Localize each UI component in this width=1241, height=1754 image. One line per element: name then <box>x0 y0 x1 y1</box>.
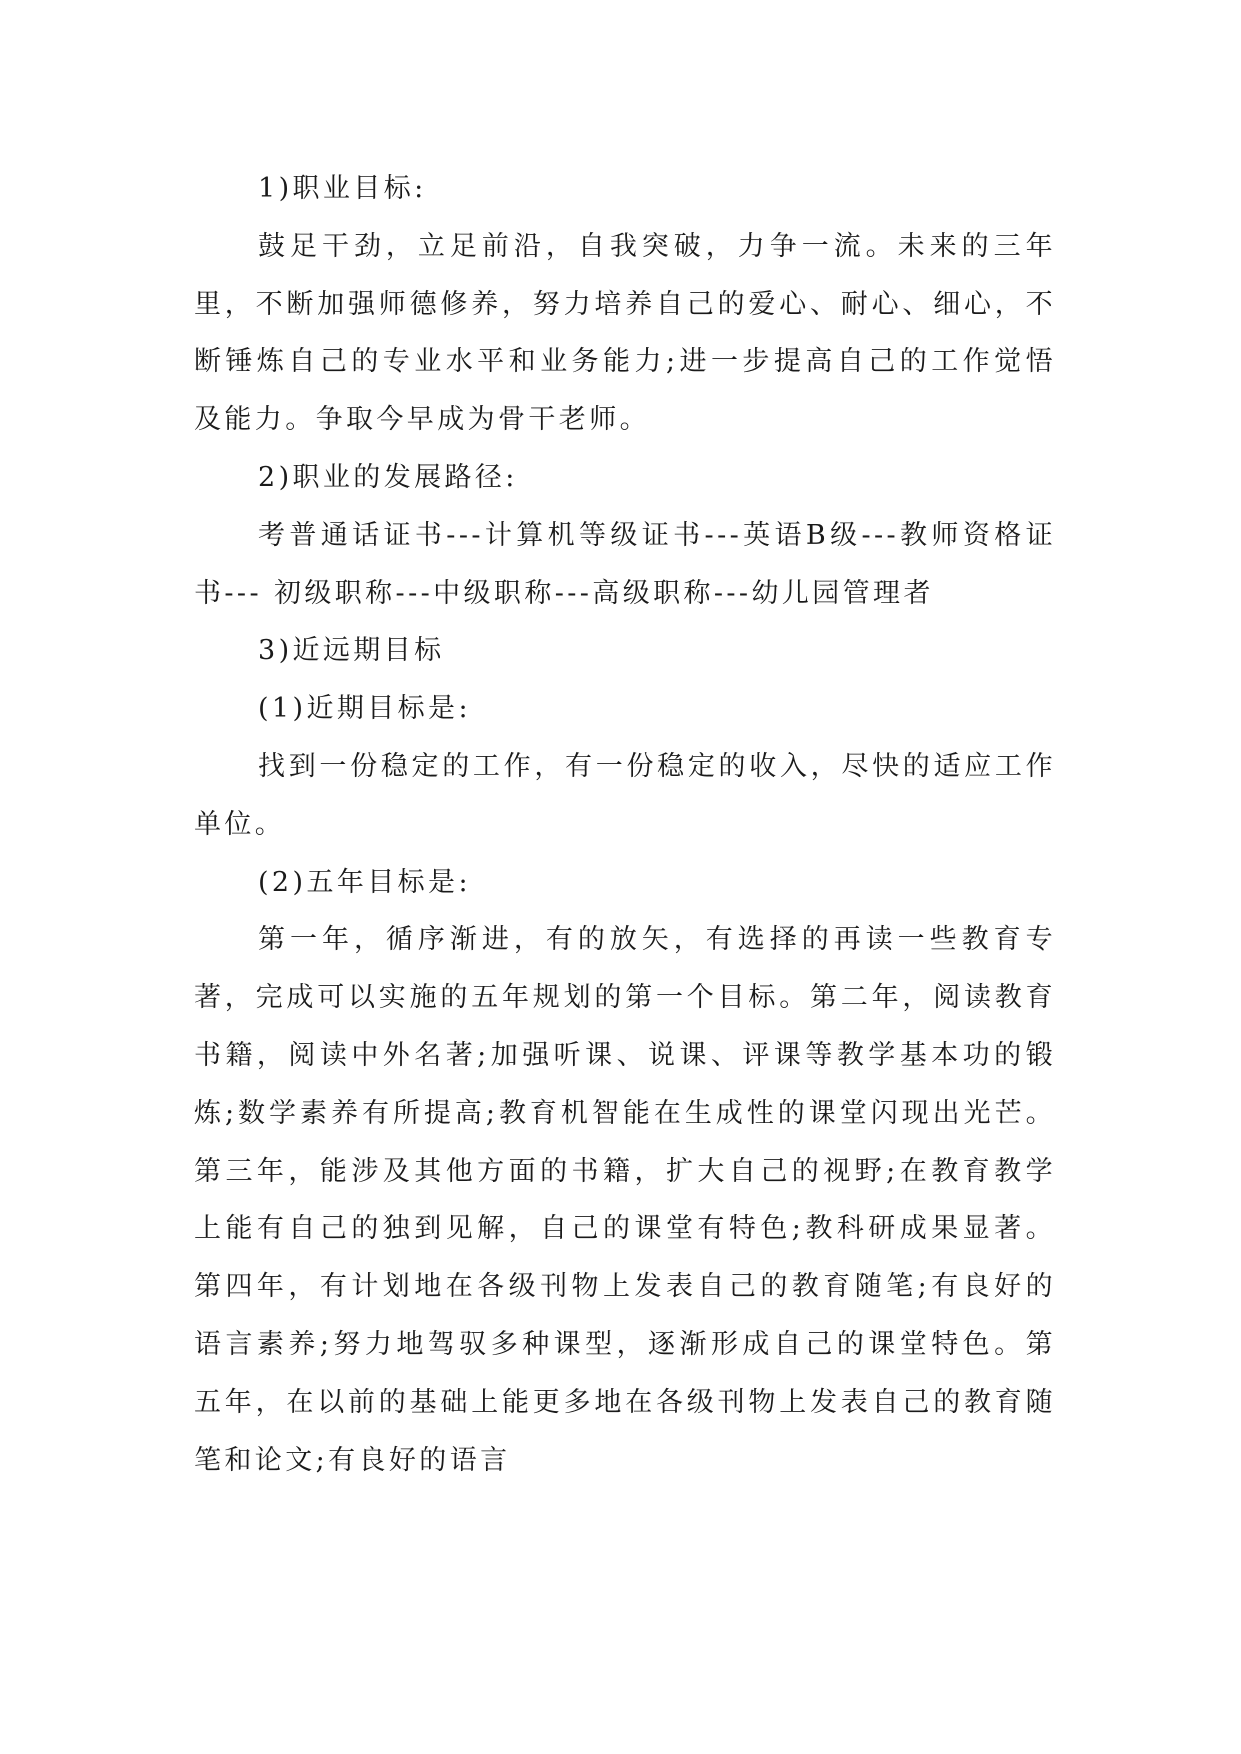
paragraph-career-goal: 鼓足干劲，立足前沿，自我突破，力争一流。未来的三年里，不断加强师德修养，努力培养自己的爱心、耐心、细心，不断锤炼自己的专业水平和业务能力;进一步提高自己的工作觉悟及能力。争取今早成为骨干老师。 <box>194 230 1056 436</box>
paragraph-development-path: 考普通话证书---计算机等级证书---英语B级---教师资格证书--- 初级职称---中级职称---高级职称---幼儿园管理者 <box>194 519 1056 609</box>
heading-development-path: 2)职业的发展路径: <box>258 461 518 493</box>
paragraph-five-year-goal: 第一年，循序渐进，有的放矢，有选择的再读一些教育专著，完成可以实施的五年规划的第一个目标。第二年，阅读教育书籍，阅读中外名著;加强听课、说课、评课等教学基本功的锻炼;数学素养有所提高;教育机智能在生成性的课堂闪现出光芒。第三年，能涉及其他方面的书籍，扩大自己的视野;在教育教学上能有自己的独到见解，自己的课堂有特色;教科研成果显著。第四年，有计划地在各级刊物上发表自己的教育随笔;有良好的语言素养;努力地驾驭多种课型，逐渐形成自己的课堂特色。第五年，在以前的基础上能更多地在各级刊物上发表自己的教育随笔和论文;有良好的语言 <box>194 924 1056 1476</box>
heading-career-goal: 1)职业目标: <box>258 173 427 204</box>
subheading-five-year-goal: (2)五年目标是: <box>258 866 471 898</box>
subheading-near-term-goal: (1)近期目标是: <box>258 693 471 725</box>
document-body <box>194 160 1056 1489</box>
heading-near-long-term-goals: 3)近远期目标 <box>258 635 445 667</box>
paragraph-near-term-goal: 找到一份稳定的工作，有一份稳定的收入，尽快的适应工作单位。 <box>194 750 1056 840</box>
